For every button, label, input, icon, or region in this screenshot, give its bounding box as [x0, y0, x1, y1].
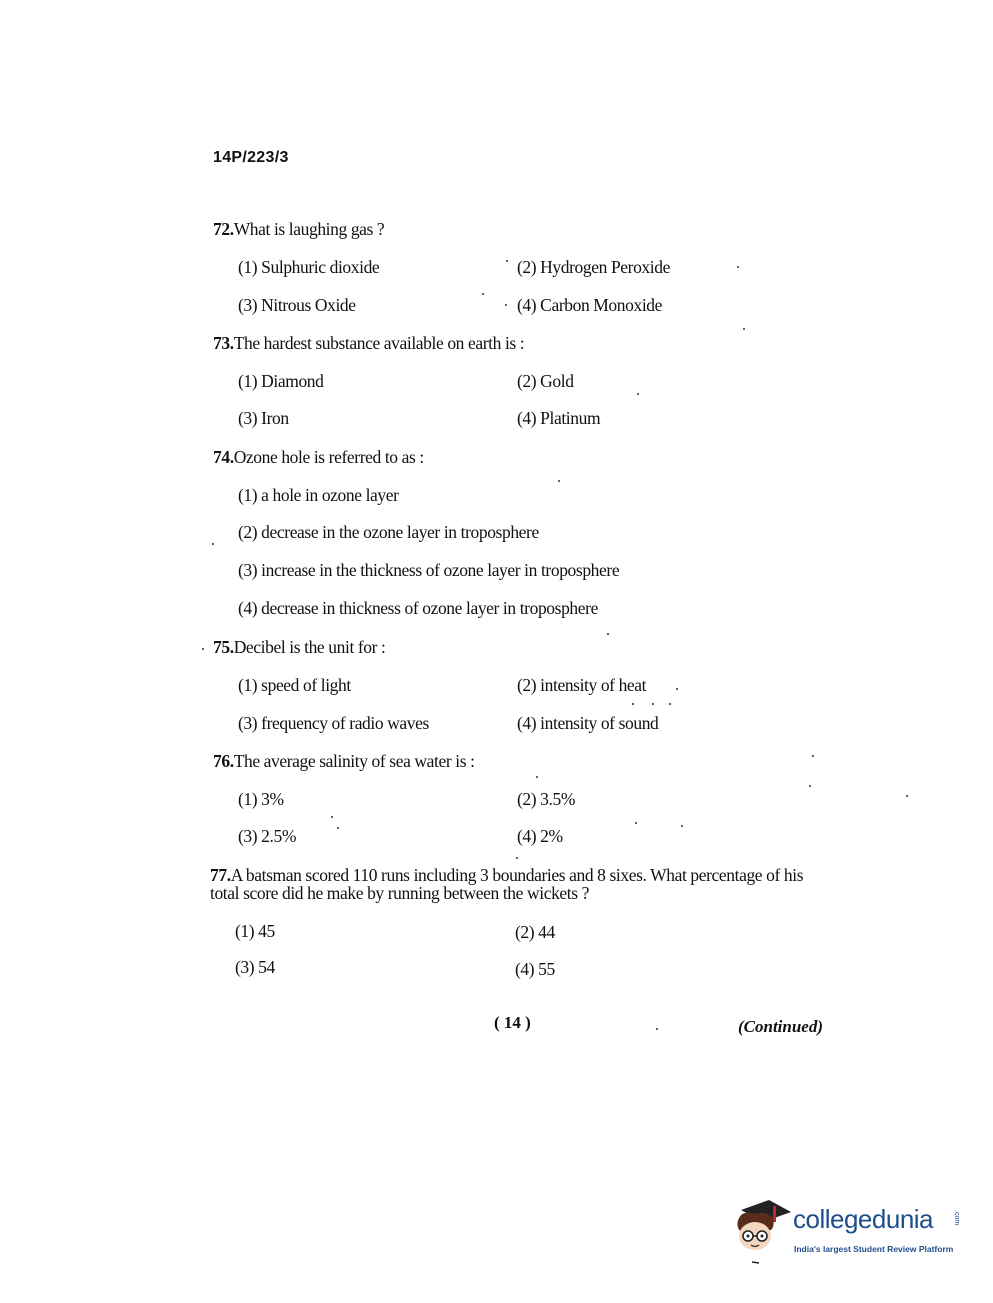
option-76-2: (2) 3.5% — [517, 789, 576, 809]
scan-speck — [637, 393, 639, 395]
question-number: 75. — [213, 637, 234, 657]
option-75-2: (2) intensity of heat — [517, 675, 647, 695]
scan-speck — [669, 703, 671, 705]
option-74-3: (3) increase in the thickness of ozone layer in troposphere — [238, 560, 620, 580]
scan-speck — [516, 857, 518, 859]
brand-name: collegedunia — [793, 1204, 934, 1234]
continued-label: (Continued) — [738, 1017, 824, 1036]
question-number: 73. — [213, 333, 234, 353]
scan-speck — [505, 304, 507, 306]
brand-suffix: .com — [953, 1210, 960, 1226]
question-text: Ozone hole is referred to as : — [233, 447, 424, 467]
question-text: Decibel is the unit for : — [233, 637, 386, 657]
scan-speck — [558, 480, 560, 482]
option-76-1: (1) 3% — [238, 789, 284, 809]
option-73-4: (4) Platinum — [517, 408, 601, 428]
option-75-3: (3) frequency of radio waves — [238, 713, 429, 733]
option-72-1: (1) Sulphuric dioxide — [238, 257, 380, 277]
option-72-2: (2) Hydrogen Peroxide — [517, 257, 670, 277]
option-75-1: (1) speed of light — [238, 675, 351, 695]
question-73 — [213, 333, 524, 354]
scan-speck — [809, 785, 811, 787]
question-75 — [213, 637, 386, 658]
question-text: The hardest substance available on earth is : — [233, 333, 525, 353]
option-72-4: (4) Carbon Monoxide — [517, 295, 663, 315]
option-73-1: (1) Diamond — [238, 371, 324, 391]
option-72-3: (3) Nitrous Oxide — [238, 295, 356, 315]
question-number: 77. — [210, 865, 231, 885]
scan-speck — [906, 795, 908, 797]
question-text: The average salinity of sea water is : — [233, 751, 475, 771]
scan-speck — [202, 648, 204, 650]
scan-speck — [337, 827, 339, 829]
option-76-3: (3) 2.5% — [238, 826, 297, 846]
scan-speck — [635, 822, 637, 824]
scan-speck — [331, 816, 333, 818]
option-73-3: (3) Iron — [238, 408, 289, 428]
page-number: ( 14 ) — [494, 1013, 531, 1032]
option-77-3: (3) 54 — [235, 957, 275, 977]
option-74-2: (2) decrease in the ozone layer in troposphere — [238, 522, 539, 542]
option-74-4: (4) decrease in thickness of ozone layer in troposphere — [238, 598, 598, 618]
scan-speck — [681, 825, 683, 827]
option-73-2: (2) Gold — [517, 371, 574, 391]
scan-speck — [632, 703, 634, 705]
question-77 — [210, 866, 830, 902]
question-text: A batsman scored 110 runs including 3 boundaries and 8 sixes. What percentage of his total score did he make by running between the wickets ? — [210, 865, 804, 903]
scan-speck — [536, 776, 538, 778]
question-number: 72. — [213, 219, 234, 239]
question-72 — [213, 219, 384, 240]
mascot-icon — [733, 1196, 793, 1266]
scan-speck — [482, 293, 484, 295]
question-74 — [213, 447, 424, 468]
scan-speck — [656, 1028, 658, 1030]
collegedunia-logo — [733, 1196, 968, 1266]
question-number: 76. — [213, 751, 234, 771]
option-74-1: (1) a hole in ozone layer — [238, 485, 399, 505]
option-75-4: (4) intensity of sound — [517, 713, 659, 733]
scan-speck — [743, 328, 745, 330]
option-77-4: (4) 55 — [515, 959, 555, 979]
paper-code: 14P/223/3 — [213, 149, 289, 166]
question-text: What is laughing gas ? — [233, 219, 385, 239]
option-77-2: (2) 44 — [515, 922, 555, 942]
option-77-1: (1) 45 — [235, 921, 275, 941]
question-number: 74. — [213, 447, 234, 467]
option-76-4: (4) 2% — [517, 826, 563, 846]
scan-speck — [676, 688, 678, 690]
brand-tagline: India's largest Student Review Platform — [794, 1244, 954, 1254]
scan-speck — [212, 543, 214, 545]
scan-speck — [607, 633, 609, 635]
scan-speck — [737, 266, 739, 268]
scan-speck — [812, 755, 814, 757]
scan-speck — [506, 260, 508, 262]
question-76 — [213, 751, 475, 772]
scan-speck — [652, 703, 654, 705]
